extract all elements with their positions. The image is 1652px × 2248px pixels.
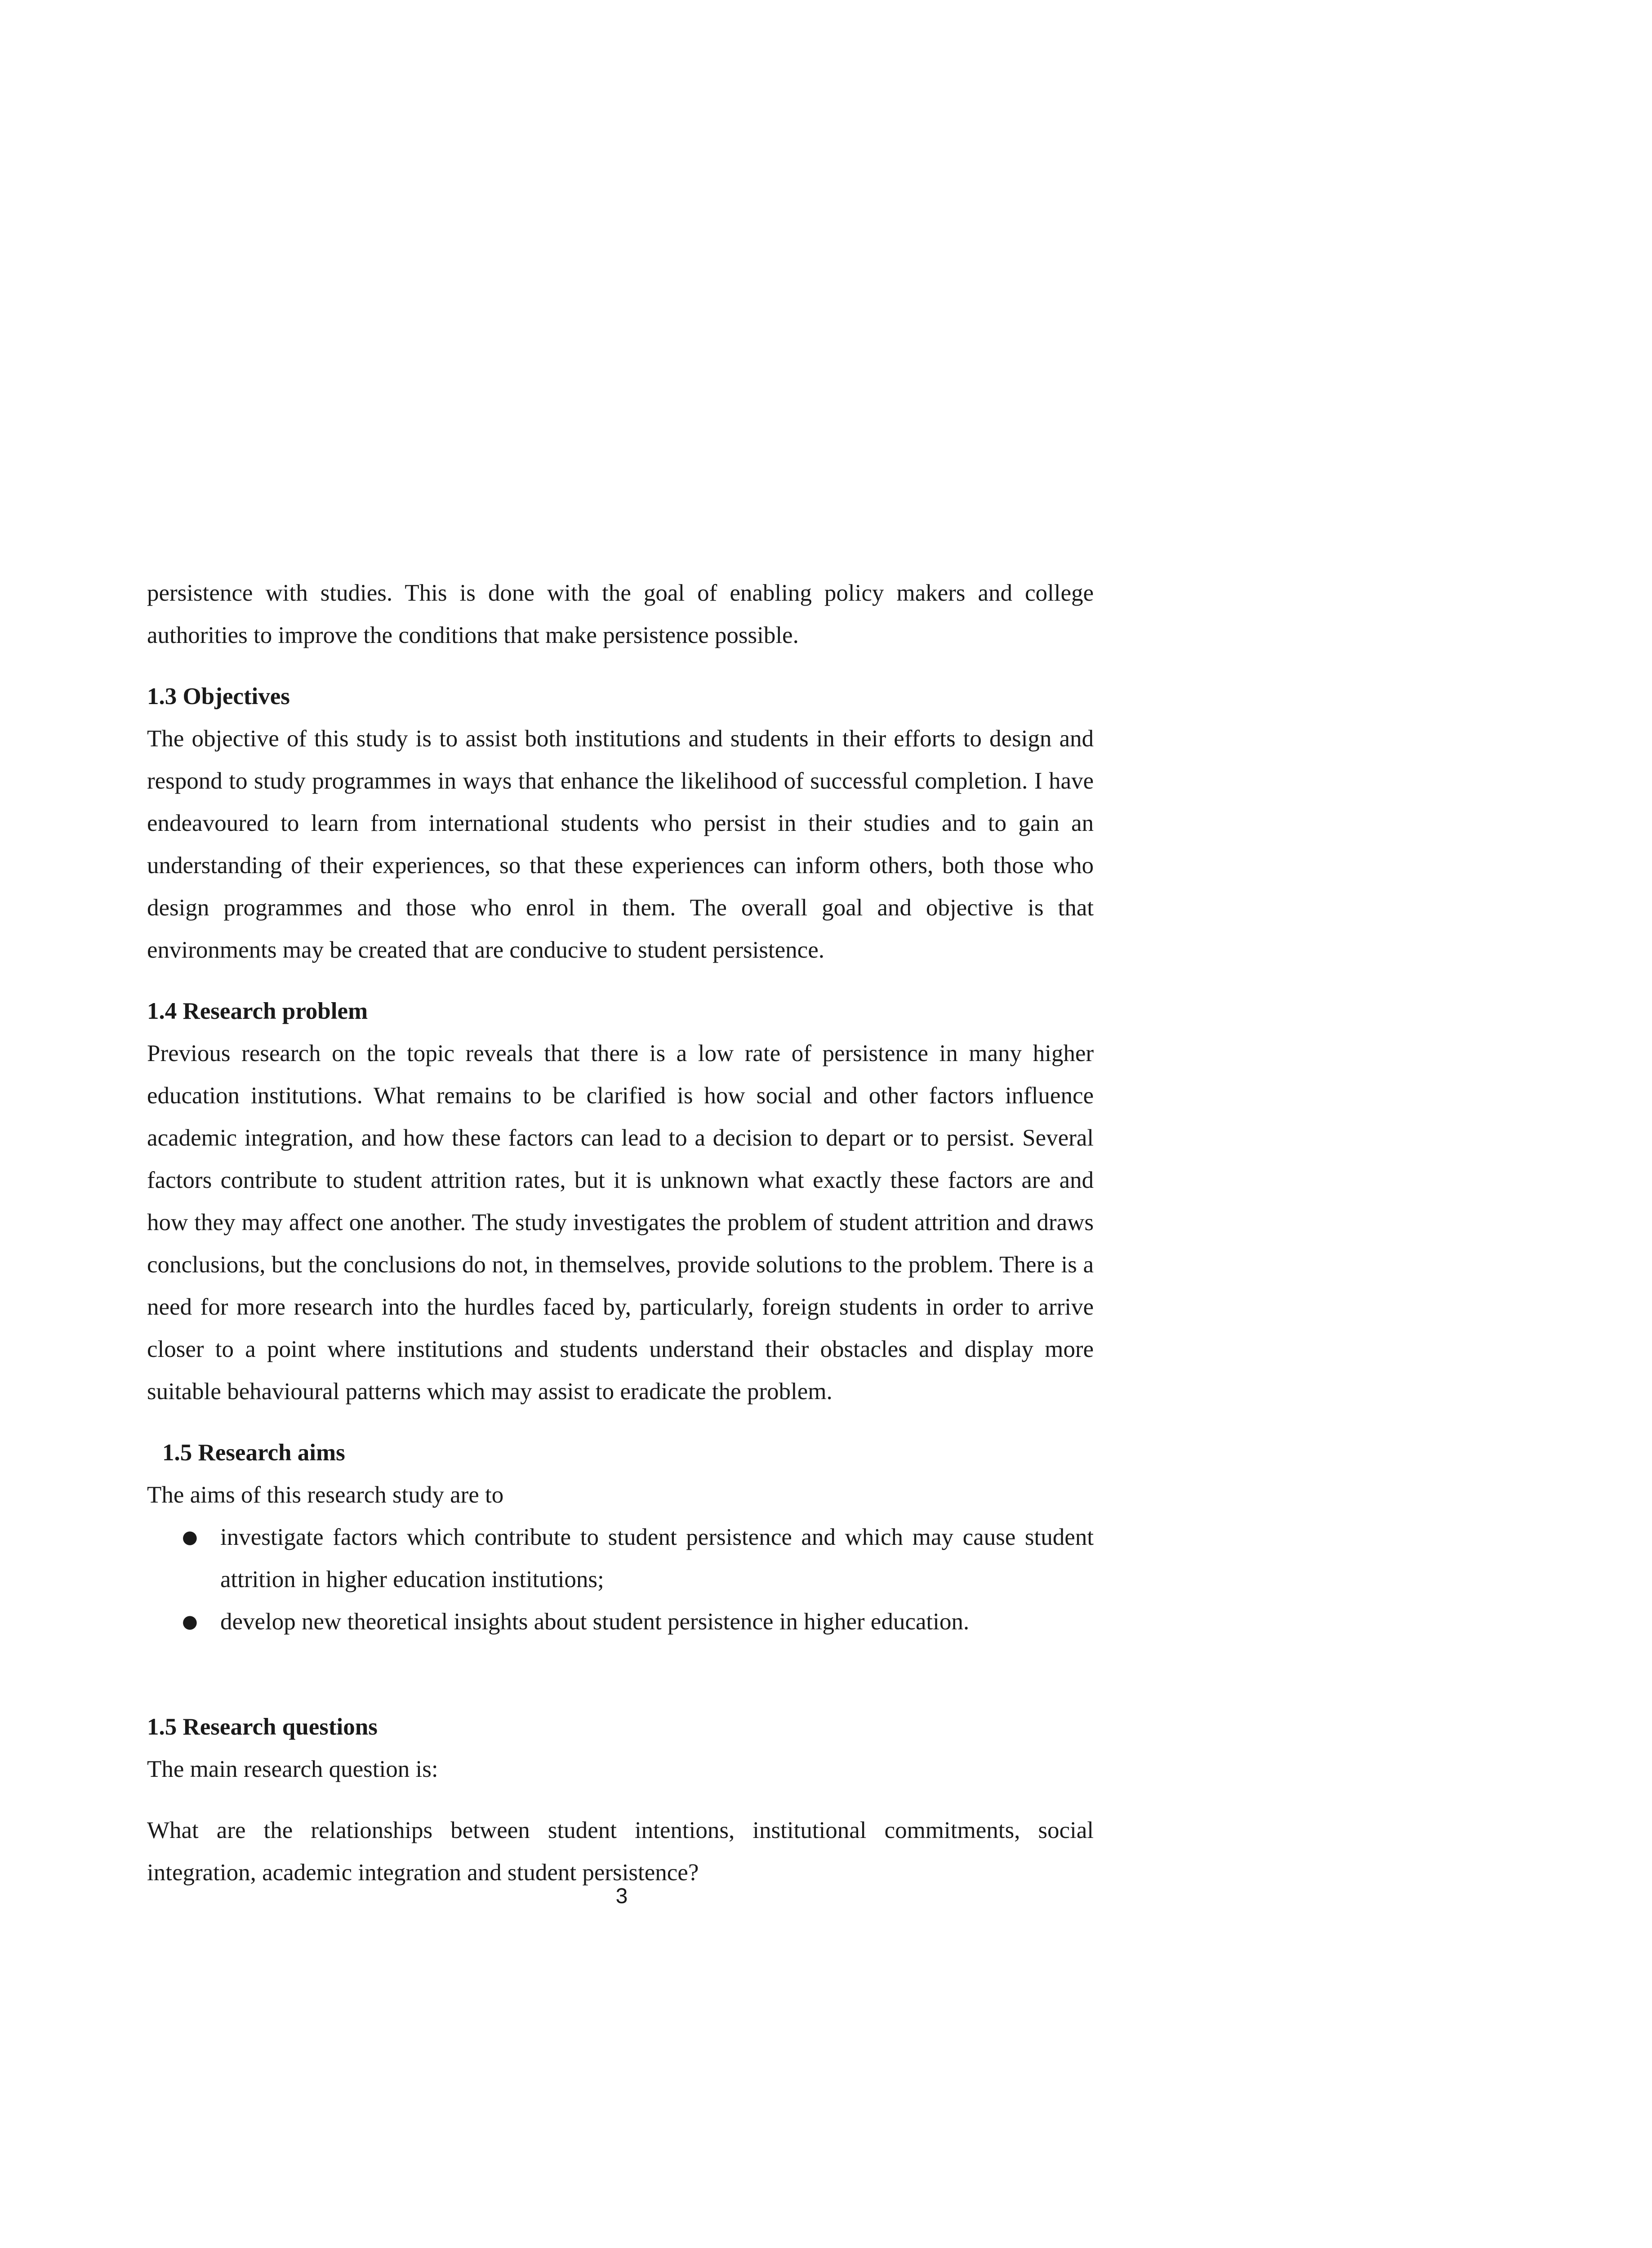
bullet-icon: ● <box>182 1527 198 1548</box>
research-questions-intro: The main research question is: <box>147 1756 438 1782</box>
research-aims-heading: 1.5 Research aims <box>162 1440 345 1466</box>
bullet-icon: ● <box>182 1611 198 1632</box>
main-research-question: What are the relationships between student intentions, institutional commitments, social integration, academic integration and student persistence? <box>147 1817 1094 1886</box>
list-item-text: investigate factors which contribute to student persistence and which may cause student attrition in higher education institutions; <box>220 1524 1094 1592</box>
research-questions-heading: 1.5 Research questions <box>147 1714 378 1740</box>
intro-paragraph: persistence with studies. This is done with the goal of enabling policy makers and college authorities to improve the conditions that make persistence possible. <box>147 580 1094 648</box>
research-problem-paragraph: Previous research on the topic reveals that there is a low rate of persistence in many higher education institutions. What remains to be clarified is how social and other factors influence academic integration, and how these factors can lead to a decision to depart or to persist. Several factors contribute to student attrition rates, but it is unknown what exactly these factors are and how they may affect one another. The study investigates the problem of student attrition and draws conclusions, but the conclusions do not, in themselves, provide solutions to the problem. There is a need for more research into the hurdles faced by, particularly, foreign students in order to arrive closer to a point where institutions and students understand their obstacles and display more suitable behavioural patterns which may assist to eradicate the problem. <box>147 1040 1094 1405</box>
research-problem-section <box>147 990 1094 1413</box>
list-item <box>147 1516 1094 1601</box>
list-item-text: develop new theoretical insights about student persistence in higher education. <box>220 1609 970 1635</box>
research-aims-section <box>147 1432 1094 1643</box>
page-body <box>147 572 1094 1894</box>
research-problem-heading: 1.4 Research problem <box>147 998 368 1024</box>
objectives-section <box>147 675 1094 971</box>
objectives-heading: 1.3 Objectives <box>147 683 290 709</box>
research-questions-section <box>147 1706 1094 1894</box>
objectives-paragraph: The objective of this study is to assist both institutions and students in their efforts to design and respond to study programmes in ways that enhance the likelihood of successful completion. I have endeavoured to learn from international students who persist in their studies and to gain an understanding of their experiences, so that these experiences can inform others, both those who design programmes and those who enrol in them. The overall goal and objective is that environments may be created that are conducive to student persistence. <box>147 726 1094 963</box>
list-item <box>147 1601 1094 1643</box>
research-aims-list <box>147 1516 1094 1643</box>
page-number: 3 <box>615 1884 628 1908</box>
research-aims-intro: The aims of this research study are to <box>147 1482 504 1508</box>
